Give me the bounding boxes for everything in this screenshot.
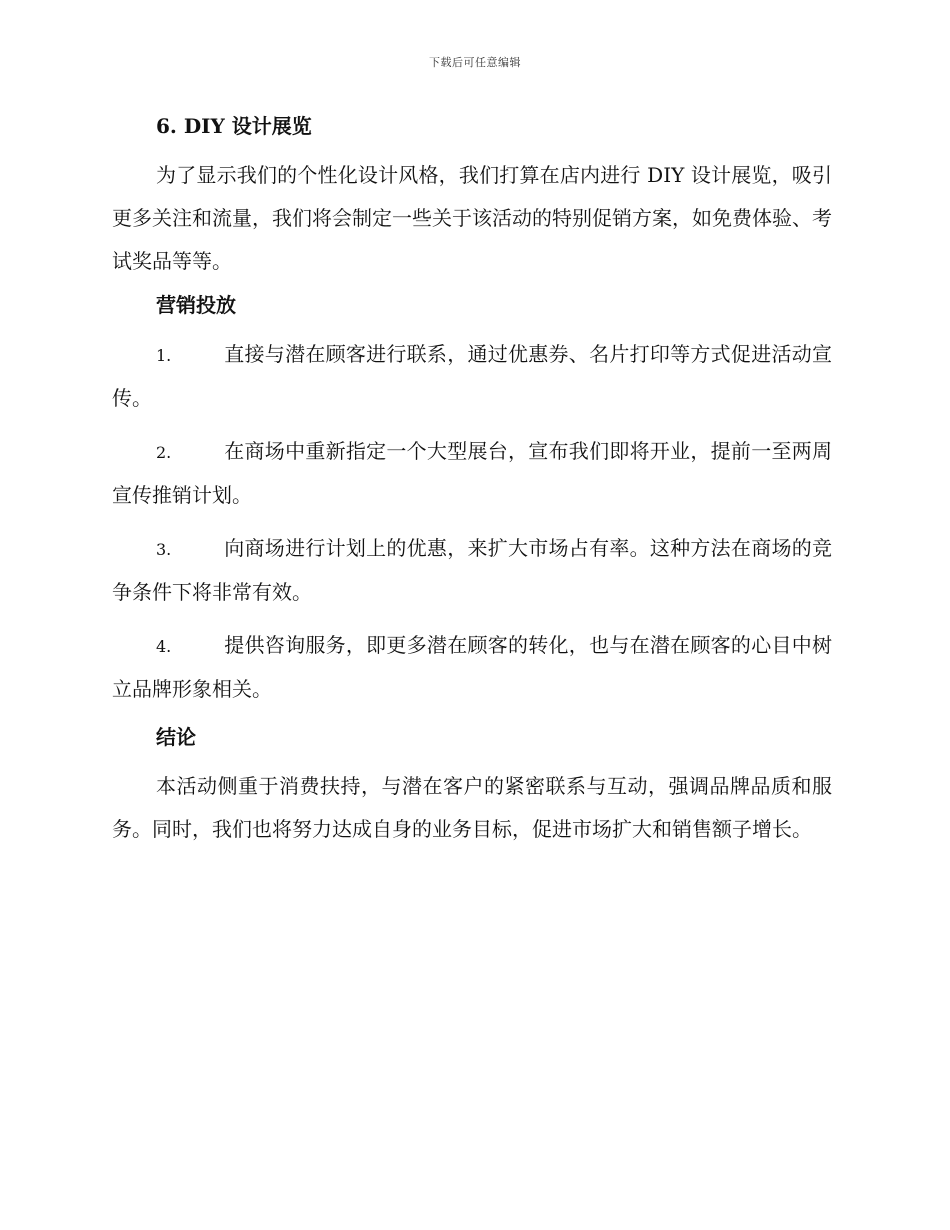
- section-body-diy: 为了显示我们的个性化设计风格，我们打算在店内进行 DIY 设计展览，吸引更多关注和流量，我们将会制定一些关于该活动的特别促销方案，如免费体验、考试奖品等等。: [112, 163, 832, 273]
- list-item-text: 直接与潜在顾客进行联系，通过优惠券、名片打印等方式促进活动宣传。: [112, 342, 832, 410]
- list-item: [112, 527, 832, 614]
- section-title-diy: 6. DIY 设计展览: [156, 114, 312, 138]
- list-item-number: 1.: [156, 346, 172, 365]
- list-item-number: 4.: [156, 637, 172, 656]
- list-item: [112, 333, 832, 420]
- list-item-text: 在商场中重新指定一个大型展台，宣布我们即将开业，提前一至两周宣传推销计划。: [112, 439, 832, 507]
- section-title-conclusion: 结论: [156, 725, 196, 749]
- list-item-number: 3.: [156, 540, 172, 559]
- page-header: 下载后可任意编辑: [429, 56, 521, 69]
- list-item-text: 提供咨询服务，即更多潜在顾客的转化，也与在潜在顾客的心目中树立品牌形象相关。: [112, 633, 832, 701]
- section-title-marketing: 营销投放: [156, 293, 236, 317]
- document-content: [112, 110, 832, 857]
- section-body-conclusion: 本活动侧重于消费扶持，与潜在客户的紧密联系与互动，强调品牌品质和服务。同时，我们也将努力达成自身的业务目标，促进市场扩大和销售额子增长。: [112, 774, 832, 841]
- list-item: [112, 430, 832, 517]
- list-item: [112, 624, 832, 711]
- list-item-text: 向商场进行计划上的优惠，来扩大市场占有率。这种方法在商场的竞争条件下将非常有效。: [112, 536, 832, 604]
- list-item-number: 2.: [156, 443, 172, 462]
